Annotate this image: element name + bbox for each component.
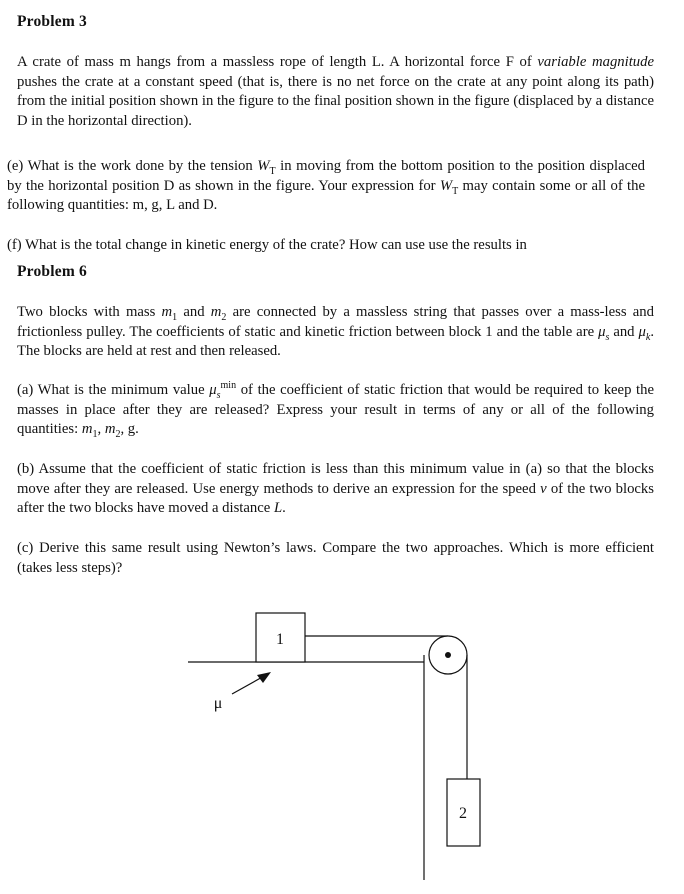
problem-3-part-f: (f) What is the total change in kinetic energy of the crate? How can use use the results in	[7, 237, 527, 253]
tension-work-symbol: $W_T$	[257, 158, 276, 177]
mass-2-symbol: $m_2$	[210, 304, 227, 323]
mu-k-symbol: $\mu_k$	[638, 323, 651, 343]
part-a-text: of the coefficient of static friction that would be required to keep the masses in place after they are released? Express your result in terms of any or all of the following quantities:	[17, 382, 654, 437]
mass-2-symbol: $m_2$	[104, 421, 121, 440]
part-a-text: (a) What is the minimum value	[17, 382, 210, 398]
block-2-label: 2	[459, 805, 467, 822]
friction-mu-label: μ	[213, 695, 223, 712]
intro-text: A crate of mass m hangs from a massless rope of length L. A horizontal force F of	[17, 54, 538, 70]
problem-3-title: Problem 3	[17, 13, 87, 30]
problem-6-part-c: (c) Derive this same result using Newton’s laws. Compare the two approaches. Which is more efficient (takes less steps)?	[17, 540, 654, 576]
friction-arrow-head	[257, 672, 271, 683]
part-b-text: .	[282, 500, 286, 516]
part-e-text: in moving from the bottom position to the position displaced by the horizontal position D as shown in the figure. Your expression for	[7, 158, 645, 194]
comma: ,	[97, 421, 105, 437]
intro-text: Two blocks with mass	[17, 304, 162, 320]
problem-6-title: Problem 6	[17, 263, 87, 280]
part-e-text: may contain some or all of the following quantities: m, g, L and D.	[7, 177, 645, 213]
mass-1-symbol: $m_1$	[161, 304, 178, 323]
part-a-text: , g.	[120, 421, 139, 437]
intro-text: . The blocks are held at rest and then released.	[17, 323, 654, 359]
part-e-text: (e) What is the work done by the tension	[7, 158, 258, 174]
part-b-text: of the two blocks after the two blocks have moved a distance	[17, 480, 654, 516]
mu-s-symbol: $\mu_s$	[598, 323, 610, 343]
tension-work-symbol: $W_T$	[439, 177, 459, 197]
mu-s-min-symbol: $\mu_s^{min}$	[209, 380, 237, 401]
intro-text: and	[609, 323, 639, 340]
speed-symbol: v	[540, 480, 547, 497]
distance-symbol: L	[273, 500, 283, 516]
intro-emphasis: variable magnitude	[537, 54, 654, 70]
intro-text: are connected by a massless string that passes over a mass-less and frictionless pulley. The coefficients of static and kinetic friction between block 1 and the table are	[17, 304, 654, 340]
intro-text: and	[177, 304, 211, 320]
part-b-text: (b) Assume that the coefficient of static friction is less than this minimum value in (a) so that the blocks move after they are released. Use energy methods to derive an expression for the speed	[17, 461, 654, 497]
block-1-label: 1	[276, 631, 284, 648]
intro-text: pushes the crate at a constant speed (that is, there is no net force on the crate at any point along its path) from the initial position shown in the figure to the final position shown in the figure (displaced by a distance D in the horizontal direction).	[17, 73, 654, 129]
pulley-axle	[445, 652, 451, 658]
mass-1-symbol: $m_1$	[81, 421, 98, 440]
